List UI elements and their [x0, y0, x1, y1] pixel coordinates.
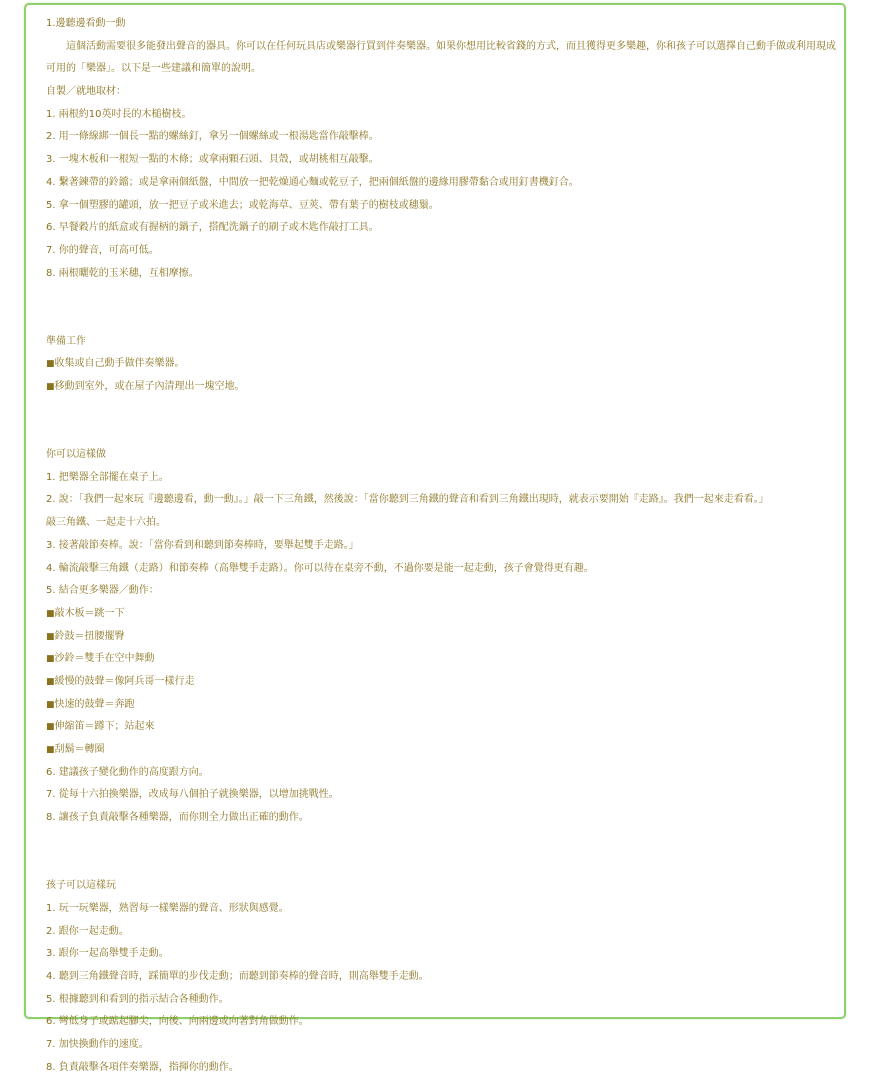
preparation-item — [46, 376, 836, 399]
preparation-item — [46, 353, 836, 376]
square-bullet-icon: ■ — [46, 699, 55, 710]
howto-step: 7. 從每十六拍換樂器，改成每八個拍子就換樂器，以增加挑戰性。 — [46, 789, 339, 801]
child-item: 6. 彎低身子或踮起腳尖，向後、向兩邊或向著對角做動作。 — [46, 1016, 309, 1028]
instrument-action-text: 快速的鼓聲＝奔跑 — [54, 698, 135, 710]
instrument-action-text: 沙鈴＝雙手在空中舞動 — [54, 653, 155, 665]
howto-step: 3. 接著敲節奏棒。說：「當你看到和聽到節奏棒時，要舉起雙手走路。」 — [46, 539, 359, 551]
instrument-action-text: 鈴鼓＝扭腰擺臀 — [54, 630, 125, 642]
square-bullet-icon: ■ — [46, 654, 55, 665]
square-bullet-icon: ■ — [46, 676, 55, 687]
instrument-action-item — [46, 739, 836, 762]
instrument-action-text: 刮鬍＝轉圈 — [54, 744, 105, 756]
article-body — [46, 13, 836, 1079]
square-bullet-icon: ■ — [46, 631, 55, 642]
howto-step: 敲三角鐵、一起走十六拍。 — [46, 517, 166, 529]
child-heading: 孩子可以這樣玩 — [46, 880, 116, 892]
child-item: 7. 加快換動作的速度。 — [46, 1038, 149, 1050]
square-bullet-icon: ■ — [46, 359, 55, 370]
material-item: 4. 繫著鍊帶的鈴鐺；或是拿兩個紙盤，中間放一把乾燥通心麵或乾豆子，把兩個紙盤的邊緣用膠帶黏合或用釘書機釘合。 — [46, 176, 579, 188]
material-item: 5. 拿一個塑膠的罐頭，放一把豆子或米進去；或乾海草、豆莢、帶有葉子的樹枝或穗鬚。 — [46, 199, 439, 211]
preparation-item-text: 收集或自己動手做伴奏樂器。 — [54, 358, 185, 370]
section-title: 1.邊聽邊看動一動 — [46, 18, 126, 29]
square-bullet-icon: ■ — [46, 608, 55, 619]
howto-step: 6. 建議孩子變化動作的高度跟方向。 — [46, 766, 209, 778]
spacer — [46, 285, 836, 308]
howto-step: 2. 說：「我們一起來玩『邊聽邊看，動一動』。」敲一下三角鐵，然後說：「當你聽到三角鐵的聲音和看到三角鐵出現時，就表示要開始『走路』。我們一起來走看看。」 — [46, 494, 769, 506]
instrument-action-item — [46, 694, 836, 717]
child-item: 1. 玩一玩樂器，熟習每一樣樂器的聲音、形狀與感覺。 — [46, 902, 289, 914]
instrument-action-item — [46, 716, 836, 739]
instrument-action-item — [46, 603, 836, 626]
content-frame — [24, 3, 846, 1073]
child-item: 2. 跟你一起走動。 — [46, 925, 129, 937]
spacer — [46, 421, 836, 444]
instrument-action-item — [46, 626, 836, 649]
child-item: 8. 負責敲擊各項伴奏樂器，指揮你的動作。 — [46, 1061, 239, 1073]
child-item: 4. 聽到三角鐵聲音時，踩簡單的步伐走動；而聽到節奏棒的聲音時，則高舉雙手走動。 — [46, 970, 429, 982]
instrument-action-text: 伸縮笛＝蹲下；站起來 — [54, 721, 155, 733]
instrument-action-text: 敲木板＝跳一下 — [54, 607, 125, 619]
preparation-heading: 準備工作 — [46, 335, 86, 347]
materials-subheading: 自製／就地取材： — [46, 86, 126, 98]
material-item: 6. 早餐穀片的紙盒或有握柄的鍋子，搭配洗鍋子的刷子或木匙作敲打工具。 — [46, 222, 379, 234]
square-bullet-icon: ■ — [46, 382, 55, 393]
material-item: 1. 兩根約10英吋長的木槌樹枝。 — [46, 108, 192, 120]
preparation-item-text: 移動到室外，或在屋子內清理出一塊空地。 — [54, 381, 245, 393]
howto-step: 4. 輪流敲擊三角鐵（走路）和節奏棒（高舉雙手走路）。你可以待在桌旁不動，不過你要是能一起走動，孩子會覺得更有趣。 — [46, 562, 594, 574]
material-item: 7. 你的聲音，可高可低。 — [46, 244, 159, 256]
spacer — [46, 399, 836, 422]
spacer — [46, 852, 836, 875]
howto-step: 8. 讓孩子負責敲擊各種樂器，而你則全力做出正確的動作。 — [46, 812, 309, 824]
square-bullet-icon: ■ — [46, 722, 55, 733]
intro-paragraph: 這個活動需要很多能發出聲音的器具。你可以在任何玩具店或樂器行買到伴奏樂器。如果你想用比較省錢的方式，而且獲得更多樂趣，你和孩子可以選擇自己動手做或利用現成可用的「樂器」。以下是一些建議和簡單的說明。 — [46, 40, 836, 75]
material-item: 3. 一塊木板和一根短一點的木條；或拿兩顆石頭、貝殼，或胡桃相互敲擊。 — [46, 154, 379, 166]
instrument-action-item — [46, 671, 836, 694]
howto-heading: 你可以這樣做 — [46, 449, 106, 461]
instrument-action-text: 緩慢的鼓聲＝像阿兵哥一樣行走 — [54, 675, 195, 687]
instrument-action-item — [46, 648, 836, 671]
spacer — [46, 308, 836, 331]
child-item: 5. 根據聽到和看到的指示結合各種動作。 — [46, 993, 229, 1005]
square-bullet-icon: ■ — [46, 745, 55, 756]
material-item: 8. 兩根曬乾的玉米穗，互相摩擦。 — [46, 267, 199, 279]
material-item: 2. 用一條線綁一個長一點的螺絲釘，拿另一個螺絲或一根湯匙當作敲擊棒。 — [46, 131, 379, 143]
spacer — [46, 830, 836, 853]
howto-step: 1. 把樂器全部擺在桌子上。 — [46, 471, 169, 483]
child-item: 3. 跟你一起高舉雙手走動。 — [46, 948, 169, 960]
howto-step: 5. 結合更多樂器／動作： — [46, 585, 159, 597]
